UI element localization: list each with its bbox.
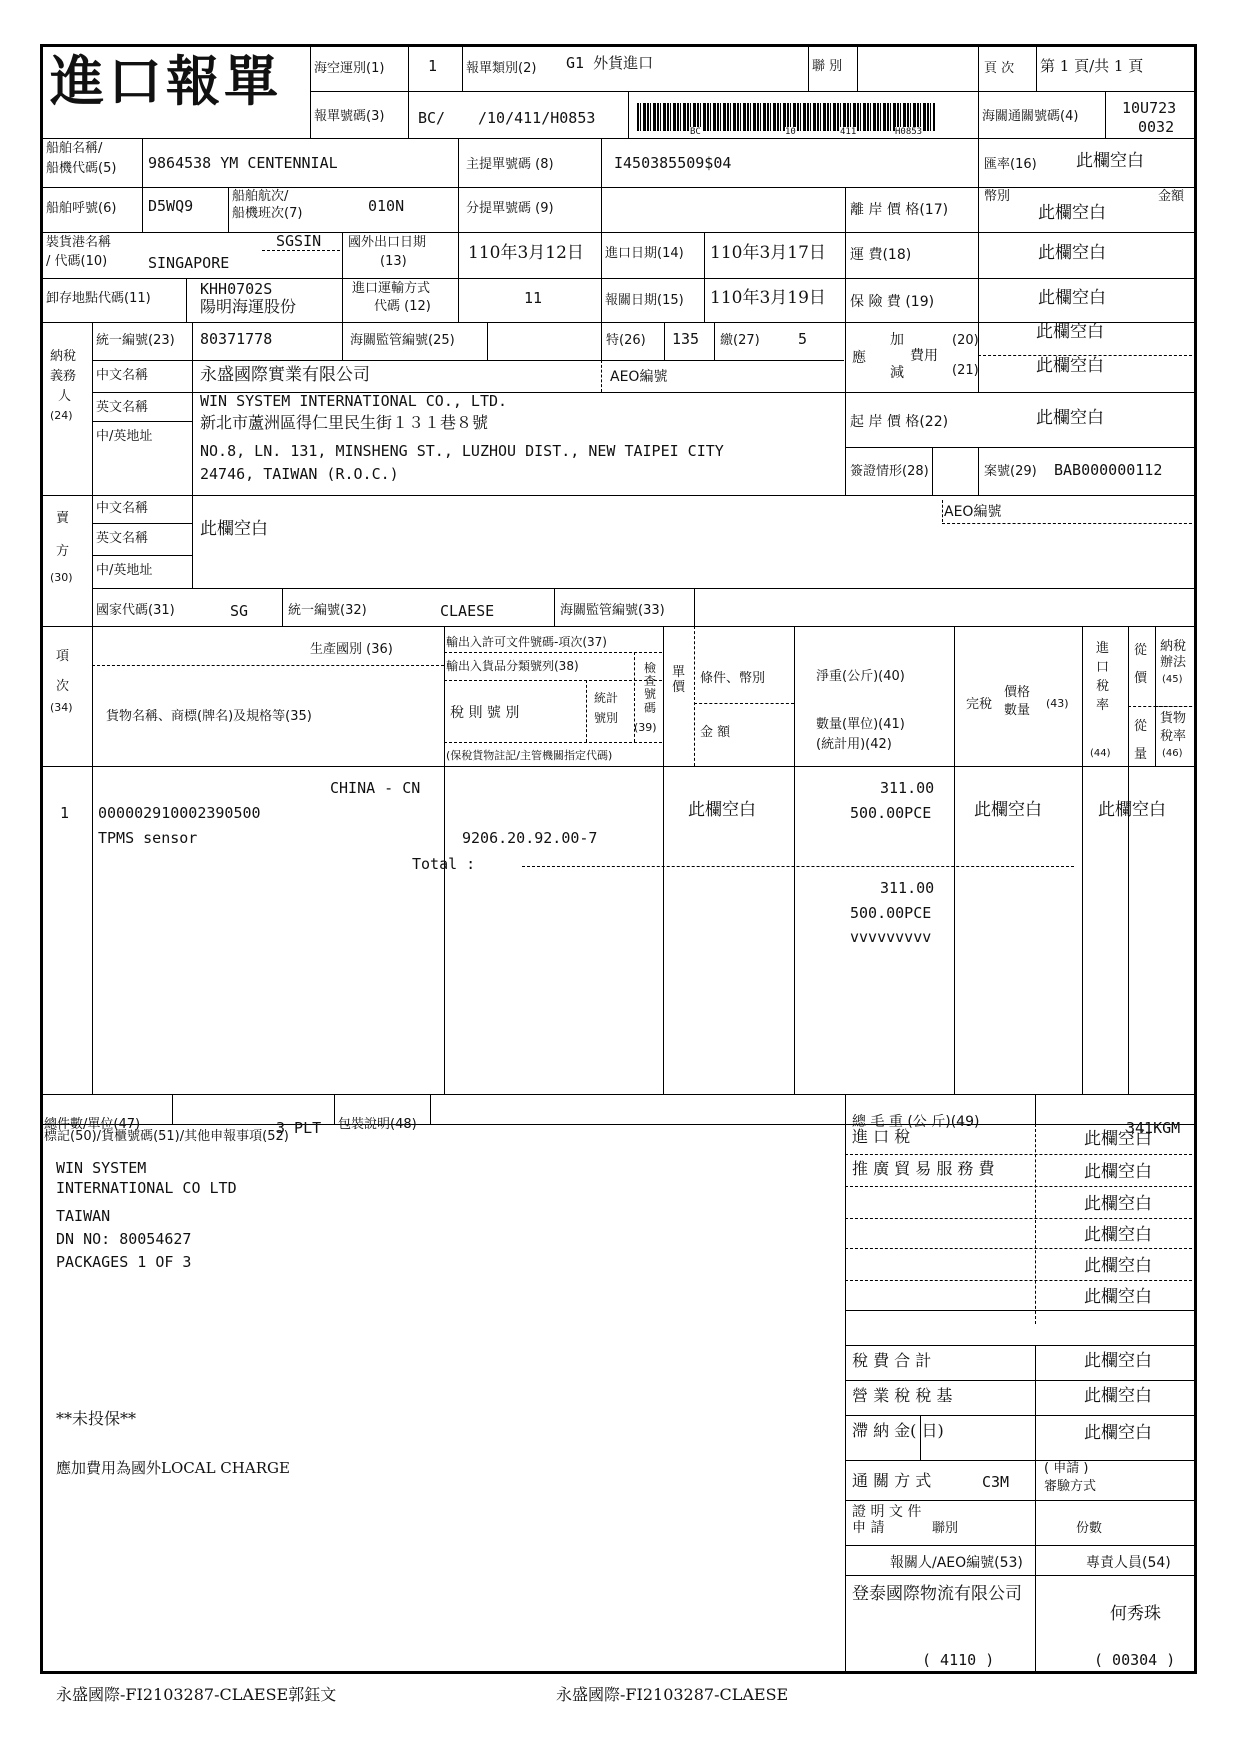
vessel-name-label: 船機代碼(5) [46, 161, 117, 176]
voyage-value: 010N [368, 197, 405, 215]
port-code: SGSIN [276, 232, 322, 250]
stat-label: 統計 [594, 691, 619, 705]
insurance-value: 此欄空白 [1038, 288, 1106, 308]
marks-line: INTERNATIONAL CO LTD [56, 1179, 237, 1197]
transport-label: 海空運別(1) [314, 61, 385, 76]
marks-line: DN NO: 80054627 [56, 1230, 192, 1248]
pay-value: 5 [798, 330, 808, 348]
tax-blank: 此欄空白 [1084, 1351, 1152, 1371]
specialist-name: 何秀珠 [1110, 1604, 1161, 1624]
taxpayer-uid: 80371778 [200, 330, 273, 348]
terms-label: 條件、幣別 [700, 671, 766, 686]
import-date-label: 進口日期(14) [605, 246, 684, 261]
item-origin: CHINA - CN [330, 779, 421, 797]
seller-value: 此欄空白 [200, 519, 268, 539]
clearance-value: C3M [982, 1473, 1010, 1491]
port-name: SINGAPORE [148, 254, 230, 272]
duty-price-label: 價格 [1004, 685, 1031, 700]
tax-blank: 此欄空白 [1084, 1129, 1152, 1149]
bonded-label: (保稅貨物註記/主管機關指定代碼) [446, 749, 613, 762]
stat-label: 號別 [594, 711, 619, 725]
method-label: 辦法 [1160, 655, 1187, 670]
decl-no-label: 報單號碼(3) [314, 109, 385, 124]
seller-section-label: (30) [50, 571, 73, 584]
taxpayer-uid-label: 統一編號(23) [96, 333, 175, 348]
vat-base-label: 營 業 稅 稅 基 [852, 1386, 953, 1405]
taxpayer-section-label: 義務 [50, 369, 77, 384]
taxpayer-addr-label: 中/英地址 [96, 429, 153, 444]
broker-label: 報關人/AEO編號(53) [890, 1555, 1023, 1571]
case-label: 案號(29) [984, 464, 1037, 479]
form-title: 進口報單 [50, 49, 282, 113]
late-fee-label: 滯 納 金( 日) [852, 1421, 944, 1440]
method-label: 納稅 [1160, 639, 1187, 654]
customs-no-label: 海關通關號碼(4) [982, 109, 1079, 124]
specific-label: 從 [1134, 719, 1148, 734]
seller-section-label: 賣 [56, 511, 70, 526]
import-duty-label: 進 口 稅 [852, 1127, 911, 1146]
amount-label: 金額 [1158, 189, 1185, 204]
clearance-label: 通 關 方 式 [852, 1471, 932, 1490]
adjust-label: 加 [890, 332, 904, 348]
footer-left: 永盛國際-FI2103287-CLAESE郭鈺文 [56, 1685, 337, 1704]
cert-label: 證 明 文 件 [852, 1504, 922, 1520]
ad-valorem-label: 從 [1134, 643, 1148, 658]
master-bl-value: I450385509$04 [614, 154, 732, 172]
adjust-label: 減 [890, 365, 904, 381]
marks-label: 標記(50)/貨櫃號碼(51)/其他申報事項(52) [44, 1129, 289, 1144]
class-label: 輸出入貨品分類號列(38) [446, 659, 579, 673]
voyage-label: 船舶航次/ [232, 189, 289, 204]
item-net-weight: 311.00 [880, 779, 935, 797]
stat-qty-label: (統計用)(42) [816, 737, 892, 752]
seller-en-name-label: 英文名稱 [96, 531, 149, 546]
tax-blank: 此欄空白 [1084, 1225, 1152, 1245]
total-qty: 500.00PCE [850, 904, 932, 922]
pay-label: 繳(27) [720, 333, 760, 348]
export-date: 110年3月12日 [468, 243, 584, 263]
insurance-label: 保 險 費 (19) [850, 294, 935, 310]
cif-value: 此欄空白 [1036, 408, 1104, 428]
decl-type-value: G1 外貨進口 [566, 54, 654, 72]
import-date: 110年3月17日 [710, 243, 826, 263]
packages-label: 總件數/單位(47) [44, 1117, 141, 1132]
specialist-code: ( 00304 ) [1094, 1651, 1176, 1669]
specific-label: 量 [1134, 747, 1148, 762]
decl-no-prefix: BC/ [418, 109, 446, 127]
item-no: 1 [60, 804, 70, 822]
visa-label: 簽證情形(28) [850, 464, 929, 479]
inspect-label: (39) [634, 721, 657, 734]
fob-label: 離 岸 價 格(17) [850, 202, 949, 218]
tax-total-label: 稅 費 合 計 [852, 1351, 932, 1370]
net-weight-label: 淨重(公斤)(40) [816, 669, 905, 684]
gross-weight-label: 總 毛 重 (公 斤)(49) [852, 1114, 980, 1130]
rate-value: 此欄空白 [1076, 151, 1144, 171]
country-value: SG [230, 602, 249, 620]
amount-label: 金 額 [700, 725, 731, 740]
total-label: Total : [412, 855, 476, 873]
adjust-label: 費用 [910, 348, 938, 364]
mode-label: 代碼 (12) [374, 299, 431, 314]
add-fee-value: 此欄空白 [1036, 322, 1104, 342]
item-rate: 此欄空白 [1098, 800, 1166, 820]
seller-cn-name-label: 中文名稱 [96, 501, 149, 516]
page-label: 頁 次 [984, 61, 1015, 76]
inspect-label: 檢查號碼 [644, 661, 657, 715]
tax-blank: 此欄空白 [1084, 1423, 1152, 1443]
import-rate-label: (44) [1090, 748, 1111, 759]
total-marks: vvvvvvvvv [850, 928, 932, 946]
goods-tax-label: (46) [1162, 748, 1183, 759]
tariff-label: 稅 則 號 別 [450, 705, 520, 721]
voyage-label: 船機班次(7) [232, 206, 303, 221]
goods-tax-label: 貨物 [1160, 711, 1187, 726]
page-value: 第 1 頁/共 1 頁 [1040, 57, 1144, 75]
decl-type-label: 報單類別(2) [466, 61, 537, 76]
storage-name: 陽明海運股份 [200, 297, 297, 316]
seller-supervision-label: 海關監管編號(33) [560, 603, 665, 618]
house-bl-label: 分提單號碼 (9) [466, 201, 554, 216]
item-amount: 此欄空白 [688, 800, 756, 820]
vessel-name-label: 船舶名稱/ [46, 141, 103, 156]
broker-name: 登泰國際物流有限公司 [852, 1584, 1022, 1604]
case-no: BAB000000112 [1054, 461, 1163, 479]
insurance-note: **未投保** [56, 1409, 137, 1428]
permit-label: 輸出入許可文件號碼-項次(37) [446, 635, 607, 649]
seller-uid-label: 統一編號(32) [288, 603, 367, 618]
country-label: 國家代碼(31) [96, 603, 175, 618]
taxpayer-addr-cn: 新北市蘆洲區得仁里民生街１３１巷８號 [200, 413, 489, 432]
method-label: (45) [1162, 674, 1183, 685]
origin-label: 生產國別 (36) [310, 642, 393, 657]
cif-label: 起 岸 價 格(22) [850, 414, 949, 430]
taxpayer-en-name-label: 英文名稱 [96, 400, 149, 415]
ad-valorem-label: 價 [1134, 671, 1148, 686]
packing-label: 包裝說明(48) [338, 1117, 417, 1132]
tax-blank: 此欄空白 [1084, 1162, 1152, 1182]
taxpayer-cn-name: 永盛國際實業有限公司 [200, 365, 370, 385]
item-no-label: 項 [56, 649, 70, 664]
goods-tax-label: 稅率 [1160, 729, 1187, 744]
item-duty-price: 此欄空白 [974, 800, 1042, 820]
item-tariff: 9206.20.92.00-7 [462, 829, 598, 847]
apply-label: 審驗方式 [1044, 1479, 1097, 1494]
qty-label: 數量(單位)(41) [816, 717, 905, 732]
seller-addr-label: 中/英地址 [96, 563, 153, 578]
barcode-text: 10 [785, 127, 796, 137]
local-charge-note: 應加費用為國外LOCAL CHARGE [56, 1459, 290, 1477]
duty-price-label: (43) [1046, 697, 1069, 710]
tax-blank: 此欄空白 [1084, 1194, 1152, 1214]
seller-uid: CLAESE [440, 602, 495, 620]
adjust-label: (21) [952, 363, 979, 378]
item-desc: TPMS sensor [98, 829, 198, 847]
adjust-label: (20) [952, 333, 979, 348]
cert-copy-label: 聯別 [932, 1521, 959, 1536]
item-code: 000002910002390500 [98, 804, 261, 822]
master-bl-label: 主提單號碼 (8) [466, 157, 554, 172]
cert-count-label: 份數 [1076, 1521, 1103, 1536]
decl-date-label: 報關日期(15) [605, 293, 684, 308]
item-qty: 500.00PCE [850, 804, 932, 822]
fob-value: 此欄空白 [1038, 203, 1106, 223]
taxpayer-en-name: WIN SYSTEM INTERNATIONAL CO., LTD. [200, 392, 508, 410]
gross-weight-value: 341KGM [1126, 1119, 1181, 1137]
tax-blank: 此欄空白 [1084, 1256, 1152, 1276]
export-date-label: (13) [380, 254, 407, 269]
port-label: / 代碼(10) [46, 254, 108, 269]
barcode-text: 411 [840, 127, 857, 137]
adjust-label: 應 [852, 350, 866, 366]
desc-label: 貨物名稱、商標(牌名)及規格等(35) [106, 709, 312, 724]
taxpayer-addr-en: 24746, TAIWAN (R.O.C.) [200, 465, 399, 483]
customs-no-1: 10U723 [1122, 99, 1177, 117]
mode-label: 進口運輸方式 [352, 281, 431, 296]
broker-code: ( 4110 ) [922, 1651, 995, 1669]
seller-section-label: 方 [56, 544, 70, 559]
packages-value: 3 PLT [276, 1119, 322, 1137]
currency-label: 幣別 [984, 189, 1011, 204]
special-value: 135 [672, 330, 700, 348]
callsign-label: 船舶呼號(6) [46, 201, 117, 216]
total-net-weight: 311.00 [880, 879, 935, 897]
supervision-label: 海關監管編號(25) [350, 333, 455, 348]
storage-label: 卸存地點代碼(11) [46, 291, 151, 306]
storage-code: KHH0702S [200, 280, 273, 298]
transport-value: 1 [428, 57, 438, 75]
item-no-label: 次 [56, 679, 70, 694]
marks-line: TAIWAN [56, 1207, 111, 1225]
specialist-label: 專責人員(54) [1086, 1555, 1171, 1571]
seller-aeo-label: AEO編號 [944, 504, 1002, 520]
taxpayer-section-label: (24) [50, 409, 73, 422]
port-label: 裝貨港名稱 [46, 235, 112, 250]
tax-blank: 此欄空白 [1084, 1287, 1152, 1307]
mode-value: 11 [524, 289, 543, 307]
taxpayer-aeo-label: AEO編號 [610, 369, 668, 385]
freight-label: 運 費(18) [850, 247, 912, 263]
freight-value: 此欄空白 [1038, 243, 1106, 263]
customs-no-2: 0032 [1138, 118, 1175, 136]
footer-right: 永盛國際-FI2103287-CLAESE [556, 1685, 789, 1704]
decl-date: 110年3月19日 [710, 288, 826, 308]
decl-no-value: /10/411/H0853 [478, 109, 596, 127]
marks-line: WIN SYSTEM [56, 1159, 147, 1177]
unit-price-label: 單價 [672, 665, 686, 695]
duty-price-label: 完稅 [966, 697, 993, 712]
taxpayer-cn-name-label: 中文名稱 [96, 368, 149, 383]
apply-label: ( 申請 ) [1044, 1461, 1089, 1476]
rate-label: 匯率(16) [984, 157, 1037, 172]
import-rate-label: 進口稅率 [1096, 641, 1110, 713]
promo-fee-label: 推 廣 貿 易 服 務 費 [852, 1159, 995, 1178]
special-label: 特(26) [606, 333, 646, 348]
marks-line: PACKAGES 1 OF 3 [56, 1253, 192, 1271]
item-no-label: (34) [50, 701, 73, 714]
duty-price-label: 數量 [1004, 703, 1031, 718]
callsign-value: D5WQ9 [148, 197, 194, 215]
tax-blank: 此欄空白 [1084, 1386, 1152, 1406]
sub-fee-value: 此欄空白 [1036, 356, 1104, 376]
copy-label: 聯 別 [812, 59, 843, 74]
export-date-label: 國外出口日期 [348, 235, 427, 250]
taxpayer-addr-en: NO.8, LN. 131, MINSHENG ST., LUZHOU DIST., NEW TAIPEI CITY [200, 442, 724, 460]
vessel-name: 9864538 YM CENTENNIAL [148, 154, 338, 172]
taxpayer-section-label: 納稅 [50, 349, 77, 364]
cert-label: 申 請 [852, 1520, 885, 1536]
barcode-text: BC [690, 127, 701, 137]
taxpayer-section-label: 人 [58, 389, 72, 404]
barcode-text: H0853 [895, 127, 923, 137]
